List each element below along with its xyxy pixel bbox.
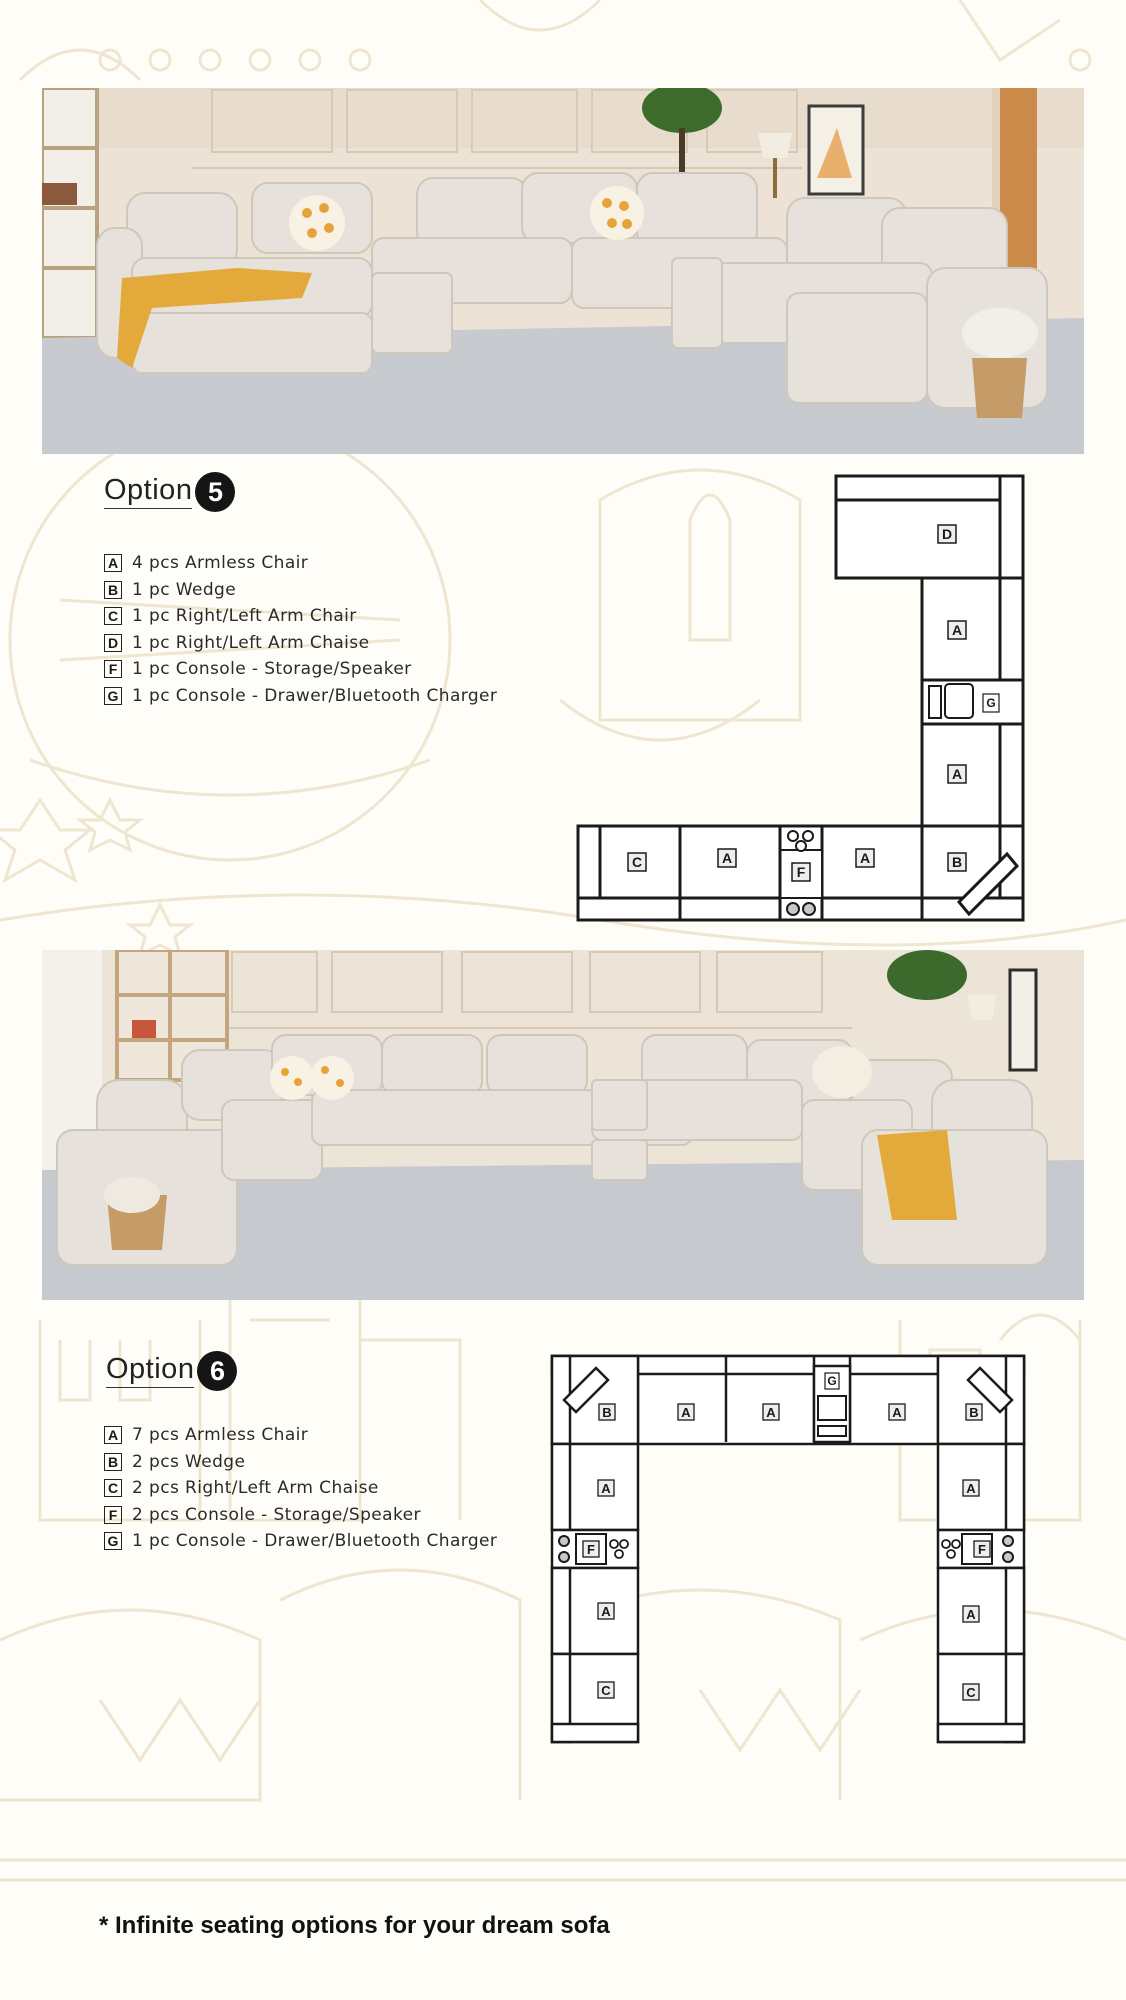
chair-back [822,898,922,920]
chair-back [1006,1568,1024,1654]
drawer-front [818,1396,846,1420]
speaker-icon [796,841,806,851]
part-code: G [104,1532,122,1550]
part-code: C [104,607,122,625]
sofa-photo-option-6 [42,950,1084,1300]
drawer-slot [929,686,941,718]
list-item [104,656,497,683]
part-code: A [104,1426,122,1444]
option-5-heading [104,472,235,512]
module-code-label: A [681,1405,691,1420]
chaise-arm [552,1724,638,1742]
module-code-label: A [721,850,733,866]
module-code-label: C [966,1685,976,1700]
part-code: D [104,634,122,652]
module-code-label: B [951,854,963,870]
part-description: 2 pcs Console - Storage/Speaker [132,1504,421,1525]
speaker-icon [788,831,798,841]
speaker-icon [787,903,799,915]
part-description: 1 pc Right/Left Arm Chaise [132,632,370,653]
module-code-label: A [601,1481,611,1496]
module-code-label: F [978,1542,986,1557]
chair-back [1000,724,1023,826]
part-code: C [104,1479,122,1497]
part-code: G [104,687,122,705]
list-item [104,1502,497,1529]
module-code-label: G [827,1374,837,1388]
part-description: 2 pcs Wedge [132,1451,246,1472]
chair-back [1000,578,1023,680]
chair-back [1006,1444,1024,1530]
speaker-icon [947,1550,955,1558]
module-code-label: B [602,1405,612,1420]
module-code-label: C [631,854,643,870]
part-code: F [104,660,122,678]
part-description: 1 pc Console - Drawer/Bluetooth Charger [132,1531,498,1552]
module-code-label: C [601,1683,611,1698]
part-description: 1 pc Console - Drawer/Bluetooth Charger [132,685,498,706]
chair-back [578,898,680,920]
module-code-label: G [986,696,996,710]
option-6-heading [106,1351,237,1391]
speaker-icon [559,1552,569,1562]
speaker-icon [615,1550,623,1558]
module-code-label: F [587,1542,595,1557]
module-code-label: A [951,766,963,782]
part-description: 1 pc Console - Storage/Speaker [132,659,412,680]
part-description: 2 pcs Right/Left Arm Chaise [132,1478,379,1499]
chair-back [680,898,780,920]
module-code-label: A [859,850,871,866]
part-code: A [104,554,122,572]
footnote: * Infinite seating options for your dream sofa [99,1912,610,1939]
option-5-layout-diagram [575,474,1027,922]
chaise-arm [836,476,1023,500]
module-code-label: D [941,526,953,542]
part-description: 4 pcs Armless Chair [132,553,309,574]
list-item [104,603,497,630]
option-number-badge: 6 [197,1351,237,1391]
module-code-label: A [951,622,963,638]
part-code: B [104,1453,122,1471]
speaker-icon [942,1540,950,1548]
option-6-parts-list [104,1422,497,1555]
option-6-layout-diagram [550,1354,1026,1746]
list-item [104,1475,497,1502]
part-description: 1 pc Right/Left Arm Chair [132,606,357,627]
speaker-icon [1003,1552,1013,1562]
list-item [104,630,497,657]
option-number-badge: 5 [195,472,235,512]
list-item [104,1528,497,1555]
option-label: Option [104,475,192,510]
chair-back [552,1444,570,1530]
module-code-label: A [766,1405,776,1420]
speaker-icon [1003,1536,1013,1546]
speaker-icon [620,1540,628,1548]
sofa-photo-option-5 [42,88,1084,454]
speaker-icon [803,831,813,841]
option-label: Option [106,1354,194,1389]
list-item [104,550,497,577]
drawer-front [945,684,973,718]
module-code-label: F [796,864,806,880]
module-code-label: A [966,1481,976,1496]
module-code-label: A [601,1604,611,1619]
list-item [104,683,497,710]
speaker-icon [559,1536,569,1546]
drawer-slot [818,1426,846,1436]
option-5-parts-list [104,550,497,709]
part-code: F [104,1506,122,1524]
speaker-icon [952,1540,960,1548]
list-item [104,577,497,604]
module-code-label: A [892,1405,902,1420]
module-code-label: B [969,1405,979,1420]
list-item [104,1449,497,1476]
speaker-icon [803,903,815,915]
speaker-icon [610,1540,618,1548]
chair-back [552,1568,570,1654]
part-code: B [104,581,122,599]
module-code-label: A [966,1607,976,1622]
chaise-arm [938,1724,1024,1742]
list-item [104,1422,497,1449]
chaise-back [1000,476,1023,578]
part-description: 1 pc Wedge [132,579,237,600]
part-description: 7 pcs Armless Chair [132,1425,309,1446]
